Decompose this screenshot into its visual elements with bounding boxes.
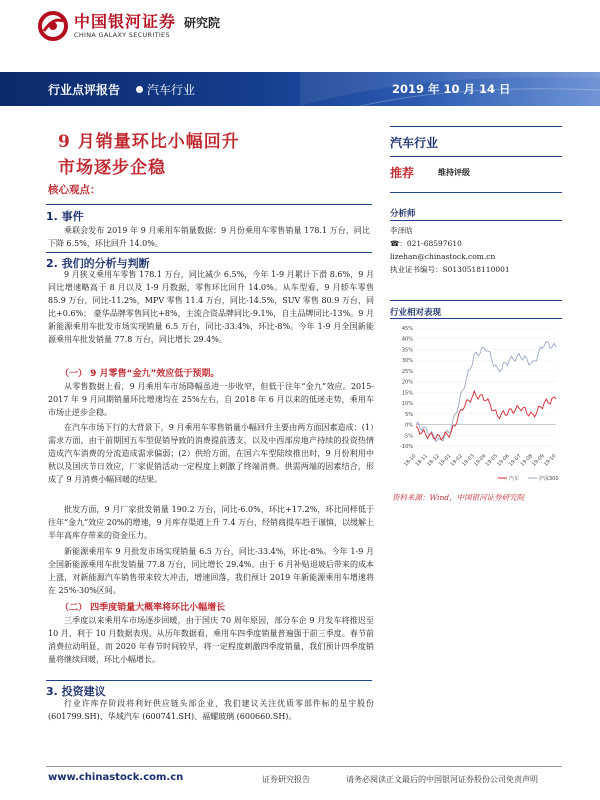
- section-1-title: 1. 事件: [46, 210, 84, 223]
- performance-label: 行业相对表现: [390, 308, 442, 318]
- rating-maintain: 维持评级: [438, 167, 470, 177]
- y-tick-label: 20%: [401, 379, 413, 386]
- sidebar-divider: [390, 156, 562, 157]
- x-tick-label: 19-06: [496, 453, 511, 468]
- sidebar-industry: 汽车行业: [390, 136, 439, 150]
- rating-recommend: 推荐: [390, 166, 415, 180]
- x-tick-label: 18-11: [414, 453, 430, 468]
- x-tick-label: 19-04: [472, 453, 488, 468]
- sidebar-divider: [390, 220, 562, 221]
- analyst-name: 李泽晗: [390, 226, 413, 235]
- divider: [46, 252, 372, 253]
- report-title-line2: 市场逐步企稳: [58, 158, 166, 178]
- x-tick-label: 19-07: [507, 453, 523, 468]
- analyst-label: 分析师: [390, 209, 416, 219]
- y-tick-label: 5%: [405, 411, 413, 418]
- analyst-phone: ☎：021-68597610: [390, 239, 462, 248]
- y-tick-label: -5%: [403, 433, 413, 440]
- institute-name: 研究院: [184, 15, 221, 30]
- subsection-2-title: （二） 四季度销量大概率将环比小幅增长: [60, 603, 226, 613]
- chart-source: 资料来源：Wind，中国银河证券研究院: [392, 493, 525, 502]
- chart-svg: [390, 318, 562, 488]
- section-2-para-1: 9 月狭义乘用车零售 178.1 万台，同比减少 6.5%，今年 1-9 月累计下滑 8.6%，9 月同比增速略高于 8 月以及 1-9 月数据，零售环比回升 14.0%。从车型看，9 月轿车零售 85.9 万台，同比-11.2%，MPV 零售 11.4 万台，同比-14.5%，SUV 零售 80.9 万台，同比+0.6%； 豪华品牌零售同比+8%，主流合资品牌同比-9.1%，自主品牌同比-13%。9 月新能源乘用车批发市场实现销量 6.5 万台，同比-33.4%，环比-8%。今年 1-9 月全国新能源乘用车批发销量 77.8 万台，同比增长 29.4%。: [48, 270, 374, 344]
- y-tick-label: 30%: [401, 358, 413, 365]
- report-banner: [0, 72, 600, 106]
- y-tick-label: 35%: [401, 347, 413, 354]
- sidebar-divider: [390, 300, 562, 301]
- sidebar-divider: [390, 126, 562, 127]
- y-tick-label: 40%: [401, 336, 413, 343]
- industry-tag: 汽车行业: [147, 83, 196, 97]
- core-view-label: 核心观点：: [48, 184, 101, 196]
- x-tick-label: 19-03: [461, 453, 476, 468]
- subsection-1-title: （一） 9 月零售“金九”效应低于预期。: [60, 369, 220, 379]
- section-3-body: 行业许库存阶段将利好供应链头部企业，我们建议关注优质零部件标的星宇股份 (601799.SH)、华域汽车 (600741.SH)、福耀玻璃 (600660.SH)。: [48, 699, 374, 721]
- legend-label: 沪深300: [539, 476, 559, 482]
- x-tick-label: 19-09: [531, 453, 546, 468]
- y-tick-label: 15%: [401, 390, 413, 397]
- section-2-para-3: 在汽车市场下行的大背景下，9 月乘用车零售销量小幅回升主要由两方面因素造成：(1）需求方面，由于前期国五车型促销导致的消费提前透支，以及中西部房地产持续的投资热情造成汽车消费的分流造成需求偏弱；(2）供给方面，在国六车型陆续推出时，9 月份利用中秋以及国庆节日效应，厂家促销活动一定程度上刺激了终端消费。供需两端的因素结合，形成了 9 月消费小幅回暖的结果。: [48, 423, 374, 484]
- footer-divider: [46, 766, 562, 767]
- bullet-icon: [136, 86, 143, 93]
- section-1-body: 乘联会发布 2019 年 9 月乘用车销量数据：9 月份乘用车零售销量 178.1 万台，同比下降 6.5%，环比回升 14.0%。: [48, 226, 370, 248]
- x-tick-label: 19-05: [484, 453, 500, 468]
- y-tick-label: 45%: [401, 326, 413, 332]
- section-2-para-2: 从零售数据上看，9 月乘用车市场降幅虽进一步收窄，但低于往年“金九”效应。2015-2017 年 9 月同期销量环比增速均在 25%左右，自 2018 年 6 月以来的低迷走势，乘用车市场止逆步企稳。: [48, 382, 374, 417]
- divider: [46, 680, 372, 681]
- footer-disclaimer: 请务必阅读正文最后的中国银河证券股份公司免责声明: [346, 775, 538, 784]
- legend-label: 汽车: [509, 476, 520, 482]
- sidebar-divider: [390, 192, 562, 193]
- y-tick-label: 25%: [401, 368, 413, 375]
- y-tick-label: -10%: [400, 444, 413, 450]
- section-2-para-4: 批发方面，9 月厂家批发销量 190.2 万台，同比-6.0%，环比+17.2%，环比同样低于往年“金九”效应 20%的增速，9 月库存渠道上升 7.4 万台，经销商提车趋于谨慎，以缓解上半年高库存带来的资金压力。: [48, 505, 374, 540]
- series-line-汽车: [416, 391, 556, 440]
- x-tick-label: 19-10: [542, 453, 558, 468]
- footer-url[interactable]: www.chinastock.com.cn: [48, 772, 184, 783]
- footer-label: 证券研究报告: [262, 775, 310, 784]
- x-tick-label: 19-08: [519, 453, 535, 468]
- series-line-沪深300: [416, 341, 556, 441]
- x-tick-label: 19-02: [449, 453, 465, 468]
- brand-logo: [38, 8, 220, 44]
- section-3-title: 3. 投资建议: [46, 685, 106, 698]
- galaxy-logo-icon: [38, 11, 68, 41]
- section-2-para-6: 三季度以来乘用车市场逐步回暖，由于国庆 70 周年原因，部分车企 9 月发车将推迟至 10 月，利于 10 月数据表现。从历年数据看，乘用车四季度销量普遍强于前三季度。春节前消费拉动明显，而 2020 年春节时间较早，将一定程度刺激四季度销量，我们预计四季度销量将继续回暖，环比小幅增长。: [48, 616, 374, 664]
- report-date: 2019 年 10 月 14 日: [392, 82, 511, 96]
- logo-chinese: 中国银河证券: [74, 11, 177, 31]
- relative-performance-chart: [390, 318, 562, 488]
- section-2-para-5: 新能源乘用车 9 月批发市场实现销量 6.5 万台，同比-33.4%，环比-8%。今年 1-9 月全国新能源乘用车批发销量 77.8 万台，同比增长 29.4%。由于 6 月补贴退坡后带来的成本上涨，对新能源汽车销售带来较大冲击，增速回落，我们预计 2019 年新能源乘用车增速将在 25%-30%区间。: [48, 547, 374, 595]
- x-tick-label: 19-01: [437, 453, 453, 468]
- report-type: 行业点评报告: [48, 83, 121, 97]
- section-2-title: 2. 我们的分析与判断: [46, 257, 150, 270]
- analyst-cert: 执业证书编号：S0130518110001: [390, 265, 510, 274]
- x-tick-label: 18-10: [402, 453, 418, 468]
- logo-english: CHINA GALAXY SECURITIES: [74, 30, 170, 39]
- x-tick-label: 18-12: [426, 453, 441, 468]
- y-tick-label: 0%: [405, 422, 413, 429]
- report-title-line1: 9 月销量环比小幅回升: [58, 132, 240, 152]
- analyst-email[interactable]: lizehan@chinastock.com.cn: [390, 252, 496, 261]
- y-tick-label: 10%: [401, 401, 413, 408]
- divider: [46, 204, 372, 205]
